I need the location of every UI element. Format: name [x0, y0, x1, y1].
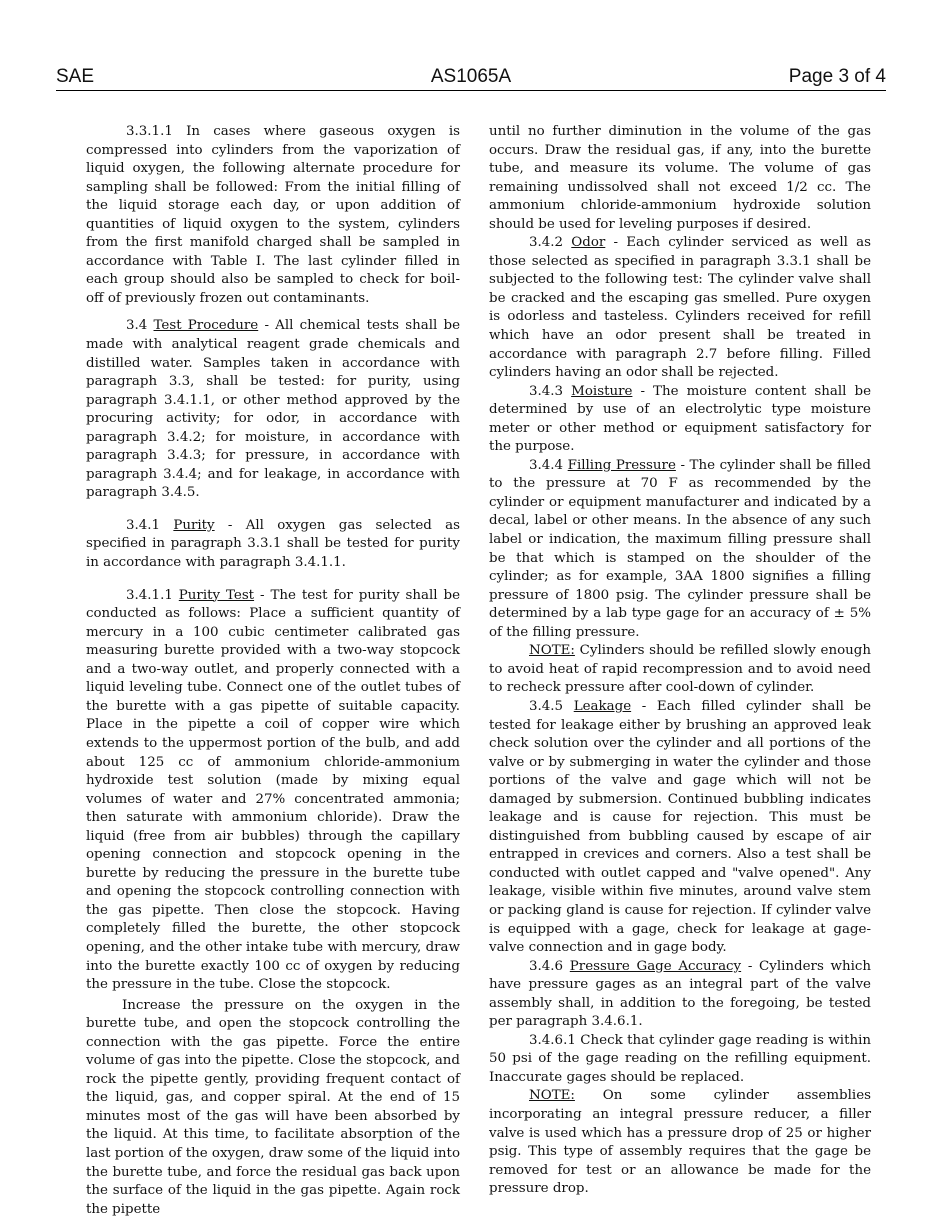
para-text: Increase the pressure on the oxygen in the burette tube, and open the stopcock controlling the connection with the gas pipette. Force the entire volume of gas into the pipette. Close the stopcock, and rock the pipette gently, providing frequent contact of the liquid, gas, and copper spiral. At the end of 15 minutes most of the gas will have been absorbed by the liquid. At this time, to facilitate absorption of the last portion of the oxygen, draw some of the liquid into the burette tube, and force the residual gas back upon the surface of the liquid in the gas pipette. Again rock the pipette — [86, 997, 460, 1217]
para-heading: Odor — [571, 235, 606, 251]
para-text: In cases where gaseous oxygen is compressed into cylinders from the vaporization of liquid oxygen, the following alternate procedure for sampling shall be followed: From the initial filling of the liquid storage each day, or upon addition of quantities of liquid oxygen to the system, cylinders from the first manifold charged shall be sampled in accordance with Table I. The last cylinder filled in each group should also be sampled to check for boil-off of previously frozen out contaminants. — [86, 124, 460, 306]
para-heading: Leakage — [573, 698, 632, 714]
paragraph-continued — [489, 123, 871, 234]
note-label: NOTE: — [529, 643, 575, 659]
header-page-number: Page 3 of 4 — [788, 66, 886, 87]
paragraph-3-4-1-1 — [86, 587, 460, 995]
paragraph-3-4-2 — [489, 234, 871, 382]
paragraph-3-4-6-1 — [489, 1032, 871, 1088]
paragraph-3-3-1-1 — [86, 123, 460, 308]
para-number: 3.4.4 — [529, 457, 564, 473]
para-heading: Moisture — [571, 383, 633, 399]
para-text: - Each filled cylinder shall be tested for leakage either by brushing an approved leak check solution over the cylinder and all portions of the valve or by submerging in water the cylinder and those portions of the valve and gage which will not be damaged by submersion. Continued bubbling indicates leakage and is cause for rejection. This must be distinguished from bubbling caused by escape of air entrapped in crevices and corners. Also a test shall be conducted with outlet capped and "valve opened". Any leakage, visible within five minutes, around valve stem or packing gland is cause for rejection. If cylinder valve is equipped with a gage, check for leakage at gage-valve connection and in gage body. — [489, 698, 872, 956]
para-heading: Purity Test — [178, 587, 255, 603]
paragraph-3-4-6 — [489, 958, 871, 1032]
para-text: Cylinders should be refilled slowly enough to avoid heat of rapid recompression and to avoid need to recheck pressure after cool-down of cylinder. — [489, 643, 871, 696]
note-refill — [489, 642, 871, 698]
header-doc-number: AS1065A — [430, 66, 512, 87]
para-number: 3.4.1.1 — [126, 587, 173, 603]
para-number: 3.4.6.1 — [529, 1032, 576, 1048]
para-text: - The cylinder shall be filled to the pressure at 70 F as recommended by the cylinder or equipment manufacturer and indicated by a decal, label or other means. In the absence of any such label or indication, the maximum filling pressure shall be that which is stamped on the shoulder of the cylinder; as for example, 3AA 1800 signifies a filling pressure of 1800 psig. The cylinder pressure shall be determined by a lab type gage for an accuracy of ± 5% of the filling pressure. — [489, 457, 871, 640]
para-text: On some cylinder assemblies incorporating an integral pressure reducer, a filler valve is used which has a pressure drop of 25 or higher psig. This type of assembly requires that the gage be removed for test or an allowance be made for the pressure drop. — [489, 1088, 871, 1197]
para-text: Check that cylinder gage reading is within 50 psi of the gage reading on the refilling equipment. Inaccurate gages should be replaced. — [489, 1032, 871, 1085]
para-text: - The test for purity shall be conducted as follows: Place a sufficient quantity of mercury in a 100 cubic centimeter calibrated gas measuring burette provided with a two-way stopcock and a two-way outlet, and properly connected with a liquid leveling tube. Connect one of the outlet tubes of the burette with a gas pipette of suitable capacity. Place in the pipette a coil of copper wire which extends to the uppermost portion of the bulb, and add about 125 cc of ammonium chloride-ammonium hydroxide test solution (made by mixing equal volumes of water and 27% concentrated ammonia; then saturate with ammonium chloride). Draw the liquid (free from air bubbles) through the capillary opening connection and stopcock opening in the burette by reducing the pressure in the burette tube and opening the stopcock controlling connection with the gas pipette. Then close the stopcock. Having completely filled the burette, the other stopcock opening, and the other intake tube with mercury, draw into the burette exactly 100 cc of oxygen by reducing the pressure in the tube. Close the stopcock. — [86, 587, 460, 993]
paragraph-3-4-5 — [489, 698, 871, 958]
para-text: - Cylinders which have pressure gages as an integral part of the valve assembly shall, in addition to the foregoing, be tested per paragraph 3.4.6.1. — [489, 958, 871, 1030]
left-column — [86, 123, 460, 1219]
para-heading: Filling Pressure — [567, 457, 676, 473]
para-heading: Purity — [173, 517, 215, 533]
paragraph-continuation — [86, 997, 460, 1220]
right-column — [489, 123, 871, 1199]
page-header — [56, 66, 886, 91]
para-text: - All chemical tests shall be made with analytical reagent grade chemicals and distilled water. Samples taken in accordance with paragraph 3.3, shall be tested: for purity, using paragraph 3.4.1.1, or other method approved by the procuring activity; for odor, in accordance with paragraph 3.4.2; for moisture, in accordance with paragraph 3.4.3; for pressure, in accordance with paragraph 3.4.4; and for leakage, in accordance with paragraph 3.4.5. — [86, 318, 461, 501]
para-number: 3.3.1.1 — [126, 124, 173, 139]
para-number: 3.4.1 — [126, 517, 161, 533]
para-number: 3.4.5 — [529, 698, 564, 714]
note-label: NOTE: — [529, 1088, 575, 1104]
para-number: 3.4.2 — [529, 235, 564, 251]
para-number: 3.4.6 — [529, 958, 564, 974]
header-org: SAE — [56, 66, 95, 87]
para-text: - Each cylinder serviced as well as those selected as specified in paragraph 3.3.1 shall be subjected to the following test: The cylinder valve shall be cracked and the escaping gas smelled. Pure oxygen is odorless and tasteless. Cylinders received for refill which have an odor present shall be treated in accordance with paragraph 2.7 before filling. Filled cylinders having an odor shall be rejected. — [489, 235, 871, 381]
para-text: - All oxygen gas selected as specified in paragraph 3.3.1 shall be tested for purity in accordance with paragraph 3.4.1.1. — [86, 517, 460, 571]
paragraph-3-4 — [86, 317, 460, 502]
para-number: 3.4 — [126, 318, 148, 334]
paragraph-3-4-1 — [86, 517, 460, 573]
note-pressure-reducer — [489, 1087, 871, 1198]
paragraph-3-4-3 — [489, 383, 871, 457]
para-text: - The moisture content shall be determined by use of an electrolytic type moisture meter or other method or equipment satisfactory for the purpose. — [489, 383, 872, 455]
para-heading: Pressure Gage Accuracy — [569, 958, 742, 974]
para-heading: Test Procedure — [153, 318, 259, 334]
para-number: 3.4.3 — [529, 383, 564, 399]
paragraph-3-4-4 — [489, 457, 871, 642]
para-text: until no further diminution in the volume of the gas occurs. Draw the residual gas, if any, into the burette tube, and measure its volume. The volume of gas remaining undissolved shall not exceed 1/2 cc. The ammonium chloride-ammonium hydroxide solution should be used for leveling purposes if desired. — [489, 124, 871, 232]
